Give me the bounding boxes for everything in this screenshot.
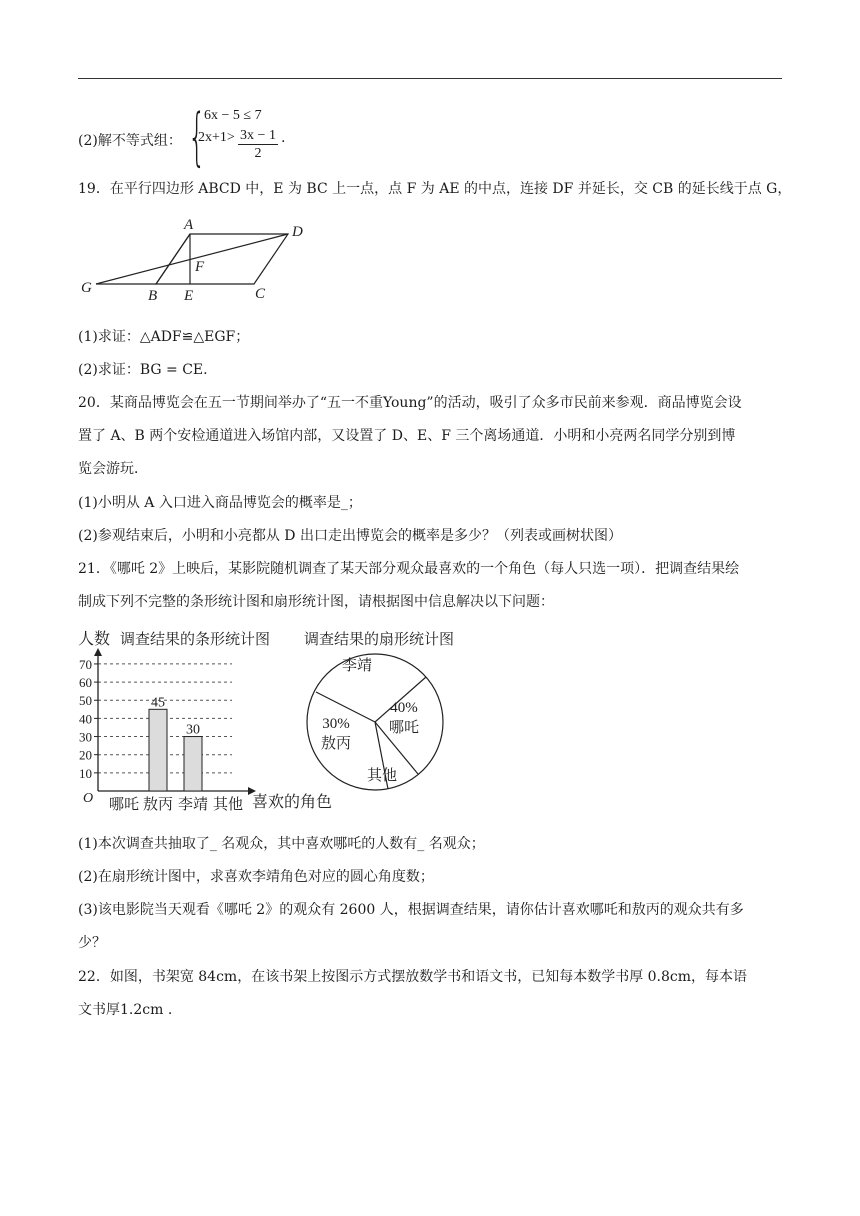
parallelogram-abcd bbox=[156, 234, 288, 284]
q21-charts bbox=[70, 624, 490, 820]
fraction-numerator: 3x − 1 bbox=[238, 128, 278, 145]
q19-sub1: (1)求证：△ADF≌△EGF； bbox=[78, 329, 250, 345]
label-d: D bbox=[292, 224, 303, 240]
label-b: B bbox=[148, 288, 158, 304]
x-category-label: 其他 bbox=[212, 795, 244, 813]
q21-sub3b: 少？ bbox=[78, 935, 106, 951]
ytick-label-40: 40 bbox=[79, 711, 92, 727]
bar-value-label: 45 bbox=[151, 695, 165, 711]
inequality-1: 6x − 5 ≤ 7 bbox=[204, 108, 262, 123]
q21-sub3a: (3)该电影院当天观看《哪吒 2》的观众有 2600 人，根据调查结果，请你估计喜欢哪吒和敖丙的观众共有多 bbox=[78, 902, 744, 918]
header-rule bbox=[78, 78, 782, 79]
q20-sub2: (2)参观结束后，小明和小亮都从 D 出口走出博览会的概率是多少？（列表或画树状图） bbox=[78, 528, 622, 544]
q20-line1: 20．某商品博览会在五一节期间举办了“五一不重Young”的活动，吸引了众多市民前来参观．商品博览会设 bbox=[78, 395, 742, 411]
pie-percent-label: 30% bbox=[322, 716, 350, 732]
label-g: G bbox=[81, 280, 92, 296]
x-category-label: 李靖 bbox=[177, 795, 209, 813]
pie-slice-name: 李靖 bbox=[341, 656, 373, 674]
part2-label: (2)解不等式组： bbox=[78, 133, 182, 149]
q19-sub2: (2)求证：BG = CE. bbox=[78, 362, 208, 378]
label-f: F bbox=[195, 259, 205, 275]
ytick-label-70: 70 bbox=[79, 656, 92, 672]
ytick-label-10: 10 bbox=[79, 765, 92, 781]
q20-line3: 览会游玩． bbox=[78, 461, 148, 477]
pie-chart bbox=[304, 630, 454, 790]
q21-line2: 制成下列不完整的条形统计图和扇形统计图，请根据图中信息解决以下问题： bbox=[78, 594, 554, 610]
inequality-system bbox=[78, 100, 398, 173]
bar-ylabel: 人数 bbox=[78, 629, 111, 648]
q19-stem: 19．在平行四边形 ABCD 中，E 为 BC 上一点，点 F 为 AE 的中点，连接 DF 并延长，交 CB 的延长线于点 G， bbox=[78, 181, 792, 197]
inequality-end: . bbox=[281, 130, 286, 146]
q22-line1: 22．如图，书架宽 84cm，在该书架上按图示方式摆放数学书和语文书，已知每本数学书厚 0.8cm，每本语 bbox=[78, 969, 748, 985]
bar-chart-title: 调查结果的条形统计图 bbox=[120, 630, 271, 648]
bar-chart bbox=[78, 629, 332, 813]
q22-line2: 文书厚1.2cm . bbox=[78, 1002, 173, 1018]
q21-line1: 21．《哪吒 2》上映后，某影院随机调查了某天部分观众最喜欢的一个角色（每人只选一项）．把调查结果绘 bbox=[78, 561, 740, 577]
q20-line2: 置了 A、B 两个安检通道进入场馆内部，又设置了 D、E、F 三个离场通道．小明和小亮两名同学分别到博 bbox=[78, 428, 736, 444]
ytick-label-30: 30 bbox=[79, 729, 92, 745]
pie-slice-name: 其他 bbox=[366, 766, 398, 784]
bar-value-label: 30 bbox=[186, 722, 200, 738]
x-category-label: 哪吒 bbox=[108, 795, 140, 813]
q20-sub1: (1)小明从 A 入口进入商品博览会的概率是_； bbox=[78, 495, 362, 511]
bar-敖丙 bbox=[149, 709, 167, 791]
bar-origin: O bbox=[83, 791, 94, 806]
label-e: E bbox=[184, 288, 194, 304]
q19-geometry-figure bbox=[78, 212, 318, 308]
pie-percent-label: 40% bbox=[390, 700, 418, 716]
segment-be bbox=[156, 234, 190, 284]
pie-slice-name: 哪吒 bbox=[388, 718, 420, 736]
system-brace: { bbox=[188, 100, 206, 173]
y-axis-arrow bbox=[94, 648, 102, 656]
fraction-denominator: 2 bbox=[254, 146, 262, 161]
label-a: A bbox=[184, 217, 194, 233]
fraction bbox=[238, 128, 278, 162]
q21-sub2: (2)在扇形统计图中，求喜欢李靖角色对应的圆心角度数； bbox=[78, 869, 434, 885]
label-c: C bbox=[255, 286, 266, 302]
x-category-label: 敖丙 bbox=[142, 795, 174, 813]
pie-chart-title: 调查结果的扇形统计图 bbox=[304, 630, 455, 648]
pie-slice-name: 敖丙 bbox=[320, 734, 352, 752]
bar-李靖 bbox=[184, 737, 202, 791]
inequality-2-left: 2x+1> bbox=[198, 130, 235, 145]
ytick-label-60: 60 bbox=[79, 675, 92, 691]
ytick-label-20: 20 bbox=[79, 747, 92, 763]
q21-sub1: (1)本次调查共抽取了_ 名观众，其中喜欢哪吒的人数有_ 名观众； bbox=[78, 836, 485, 852]
ytick-label-50: 50 bbox=[79, 693, 92, 709]
bar-xlabel: 喜欢的角色 bbox=[252, 792, 333, 811]
